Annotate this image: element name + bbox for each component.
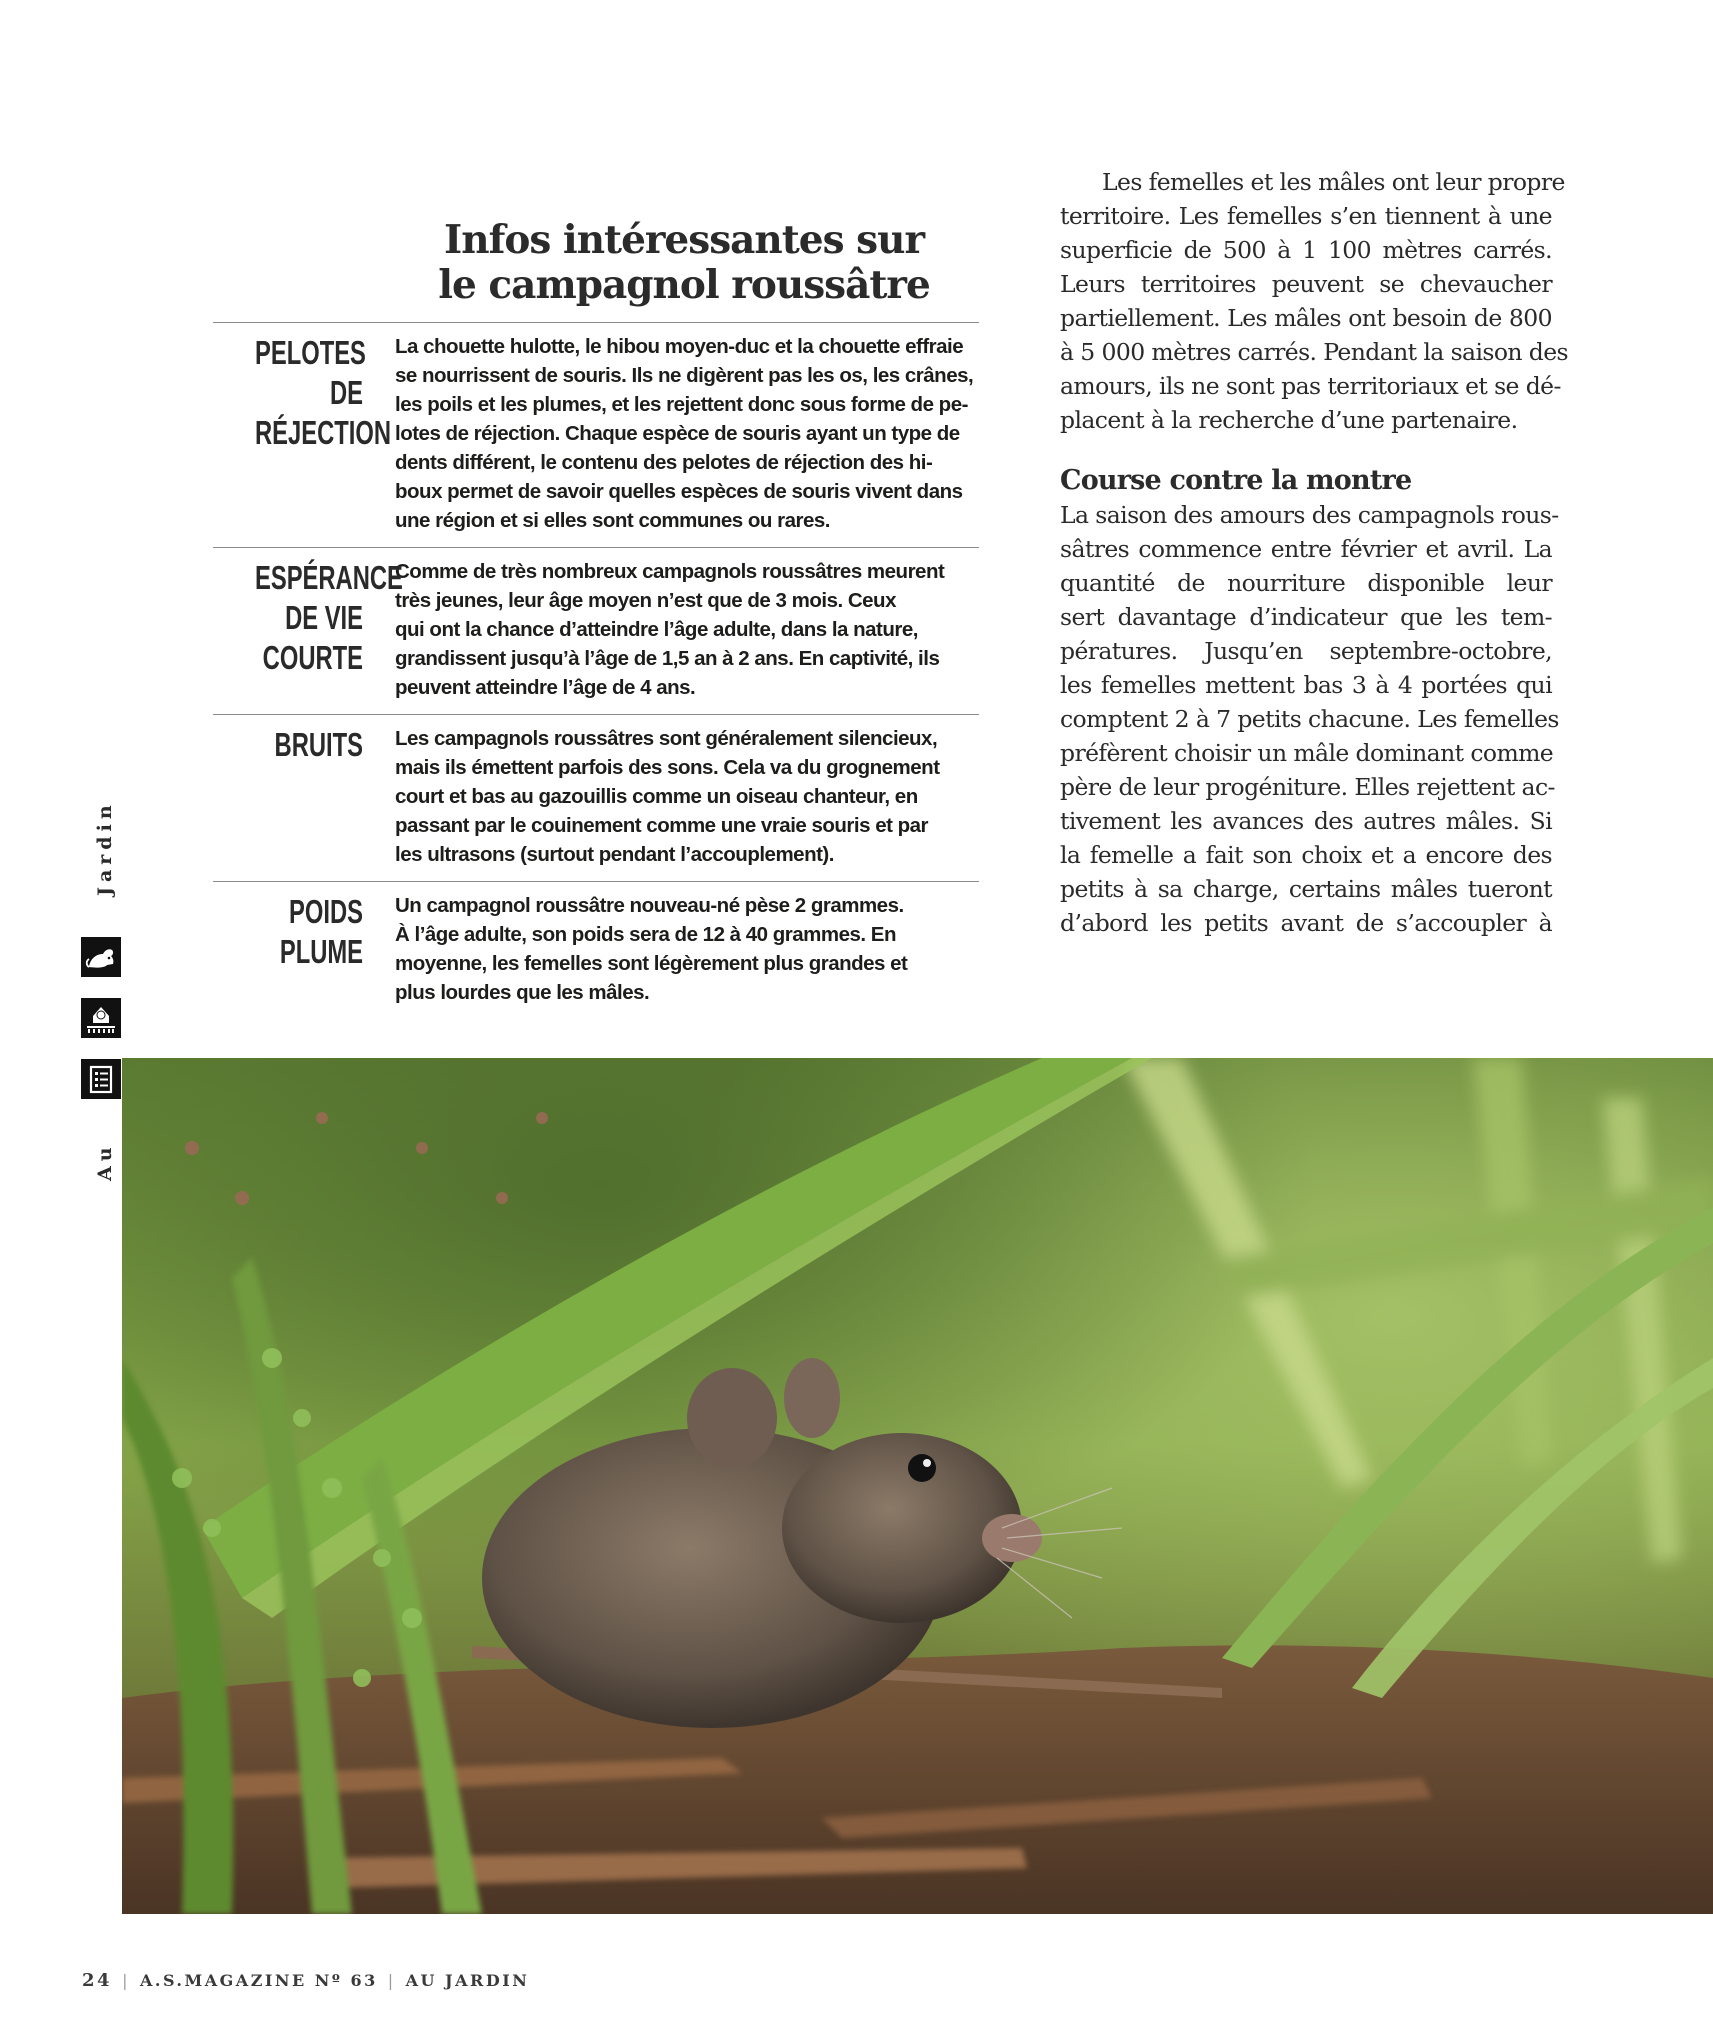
fact-text-line: qui ont la chance d’atteindre l’âge adulte, dans la nature,: [395, 618, 918, 641]
fact-row: [213, 714, 979, 881]
section-heading: Course contre la montre: [1060, 465, 1412, 496]
fact-label: ESPÉRANCE DE VIE COURTE: [255, 559, 403, 676]
box-title-line-1: Infos intéressantes sur: [443, 217, 925, 263]
mouse-icon: [81, 937, 121, 977]
fact-text-line: moyenne, les femelles sont légèrement plus grandes et: [395, 952, 908, 975]
article-line: préfèrent choisir un mâle dominant comme: [1060, 739, 1554, 767]
fact-text: [395, 323, 975, 547]
box-title-line-2: le campagnol roussâtre: [438, 262, 930, 308]
fact-row: [213, 547, 979, 714]
article-line: tivement les avances des autres mâles. Si: [1060, 807, 1552, 835]
fact-text-line: une région et si elles sont communes ou rares.: [395, 509, 830, 532]
fact-text-line: court et bas au gazouillis comme un oiseau chanteur, en: [395, 785, 918, 808]
checklist-icon: [81, 1059, 121, 1099]
garden-house-icon: [81, 998, 121, 1038]
fact-text-line: mais ils émettent parfois des sons. Cela va du grognement: [395, 756, 940, 779]
footer-separator: |: [122, 1971, 130, 1990]
footer-separator: |: [387, 1971, 396, 1990]
fact-text-line: les ultrasons (surtout pendant l’accouplement).: [395, 843, 834, 866]
article-line: à 5 000 mètres carrés. Pendant la saison des: [1060, 338, 1568, 366]
fact-text-line: À l’âge adulte, son poids sera de 12 à 40 grammes. En: [395, 923, 897, 946]
article-paragraph-2: [1060, 498, 1559, 940]
rail-word-au: Au: [94, 1142, 116, 1181]
fact-text-line: peuvent atteindre l’âge de 4 ans.: [395, 676, 696, 699]
article-line: Leurs territoires peuvent se chevaucher: [1060, 270, 1552, 298]
section-name: AU JARDIN: [405, 1971, 530, 1990]
article-line: les femelles mettent bas 3 à 4 portées qui: [1060, 671, 1552, 699]
fact-text-line: se nourrissent de souris. Ils ne digèrent pas les os, les crânes,: [395, 364, 974, 387]
fact-text-line: Les campagnols roussâtres sont généralement silencieux,: [395, 727, 938, 750]
fact-text-line: dents différent, le contenu des pelotes de réjection des hi-: [395, 451, 933, 474]
article-line: superficie de 500 à 1 100 mètres carrés.: [1060, 236, 1552, 264]
article-line: placent à la recherche d’une partenaire.: [1060, 406, 1518, 434]
article-line: quantité de nourriture disponible leur: [1060, 569, 1552, 597]
article-line: amours, ils ne sont pas territoriaux et se dé-: [1060, 372, 1561, 400]
fact-text-line: plus lourdes que les mâles.: [395, 981, 650, 1004]
article-line: pératures. Jusqu’en septembre-octobre,: [1060, 637, 1552, 665]
box-title: [420, 218, 948, 308]
article-line: sert davantage d’indicateur que les tem-: [1060, 603, 1552, 631]
facts-list: [213, 322, 979, 1019]
article-line: la femelle a fait son choix et a encore des: [1060, 841, 1552, 869]
fact-text: [395, 715, 975, 881]
fact-text-line: La chouette hulotte, le hibou moyen-duc et la chouette effraie: [395, 335, 964, 358]
fact-text-line: Un campagnol roussâtre nouveau-né pèse 2 grammes.: [395, 894, 904, 917]
article-line: partiellement. Les mâles ont besoin de 800: [1060, 304, 1552, 332]
fact-text-line: très jeunes, leur âge moyen n’est que de 3 mois. Ceux: [395, 589, 896, 612]
fact-label: BRUITS: [274, 726, 363, 763]
magazine-name: A.S.MAGAZINE Nº 63: [139, 1971, 378, 1990]
fact-text-line: passant par le couinement comme une vraie souris et par: [395, 814, 929, 837]
article-line: petits à sa charge, certains mâles tueront: [1060, 875, 1552, 903]
page-number: 24: [82, 1970, 113, 1991]
article-line: comptent 2 à 7 petits chacune. Les femelles: [1060, 705, 1559, 733]
fact-label: PELOTES DE RÉJECTION: [255, 334, 391, 451]
rail-word-jardin: Jardin: [94, 800, 116, 896]
fact-text-line: lotes de réjection. Chaque espèce de souris ayant un type de: [395, 422, 960, 445]
page-footer: [82, 1970, 529, 1991]
article-line: Les femelles et les mâles ont leur propre: [1102, 168, 1565, 196]
article-line: père de leur progéniture. Elles rejettent ac-: [1060, 773, 1555, 801]
article-column: [1060, 165, 1568, 940]
fact-row: [213, 881, 979, 1019]
article-line: sâtres commence entre février et avril. La: [1060, 535, 1552, 563]
fact-text-line: Comme de très nombreux campagnols roussâtres meurent: [395, 560, 945, 583]
fact-text-line: boux permet de savoir quelles espèces de souris vivent dans: [395, 480, 963, 503]
article-line: d’abord les petits avant de s’accoupler à: [1060, 909, 1552, 937]
fact-row: [213, 322, 979, 547]
fact-text: [395, 548, 975, 714]
article-line: territoire. Les femelles s’en tiennent à une: [1060, 202, 1552, 230]
fact-text-line: grandissent jusqu’à l’âge de 1,5 an à 2 ans. En captivité, ils: [395, 647, 940, 670]
article-paragraph-1: [1060, 165, 1568, 437]
vole-photo: [122, 1058, 1713, 1914]
fact-label: POIDS PLUME: [279, 893, 363, 970]
fact-text: [395, 882, 975, 1019]
article-line: La saison des amours des campagnols rous-: [1060, 501, 1559, 529]
fact-text-line: les poils et les plumes, et les rejettent donc sous forme de pe-: [395, 393, 968, 416]
